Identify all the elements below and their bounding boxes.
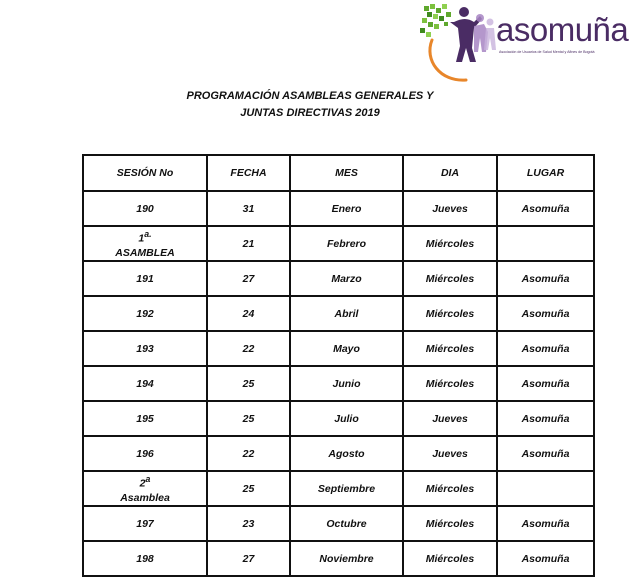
cell-sesion: 196 [83,436,207,471]
cell-lugar: Asomuña [497,331,594,366]
cell-sesion [83,471,207,506]
table-row [83,506,594,541]
cell-mes: Noviembre [290,541,403,576]
cell-mes: Agosto [290,436,403,471]
cell-fecha: 31 [207,191,290,226]
cell-dia: Jueves [403,436,497,471]
schedule-table [82,154,595,577]
table-row [83,226,594,261]
cell-lugar: Asomuña [497,506,594,541]
cell-lugar: Asomuña [497,366,594,401]
table-row [83,261,594,296]
table-row [83,541,594,576]
table-row [83,191,594,226]
cell-sesion: 191 [83,261,207,296]
cell-lugar: Asomuña [497,541,594,576]
title-line-1: PROGRAMACIÓN ASAMBLEAS GENERALES Y [186,90,434,102]
cell-fecha: 23 [207,506,290,541]
cell-mes: Marzo [290,261,403,296]
sesion-ordinal: a [145,474,151,485]
header-sesion: SESIÓN No [83,155,207,191]
cell-dia: Miércoles [403,261,497,296]
cell-sesion: 197 [83,506,207,541]
cell-fecha: 25 [207,366,290,401]
cell-sesion: 192 [83,296,207,331]
cell-fecha: 27 [207,541,290,576]
cell-dia: Miércoles [403,471,497,506]
cell-mes: Abril [290,296,403,331]
page-title [160,88,460,122]
cell-fecha: 25 [207,471,290,506]
logo-tagline: Asociación de Usuarios de Salud Mental y Afines de Bogotá [499,50,595,54]
title-line-2: JUNTAS DIRECTIVAS 2019 [240,107,380,119]
logo-wordmark: asomuña [496,11,629,48]
table-row [83,471,594,506]
cell-fecha: 21 [207,226,290,261]
cell-mes: Septiembre [290,471,403,506]
cell-lugar: Asomuña [497,436,594,471]
table-row [83,401,594,436]
table-row [83,296,594,331]
cell-dia: Miércoles [403,226,497,261]
cell-sesion: 198 [83,541,207,576]
cell-lugar: Asomuña [497,296,594,331]
cell-fecha: 24 [207,296,290,331]
cell-dia: Miércoles [403,296,497,331]
cell-fecha: 25 [207,401,290,436]
table-row [83,331,594,366]
cell-dia: Jueves [403,401,497,436]
cell-sesion: 193 [83,331,207,366]
sesion-number: 2 [139,477,146,490]
cell-mes: Junio [290,366,403,401]
cell-dia: Miércoles [403,366,497,401]
cell-sesion: 195 [83,401,207,436]
cell-mes: Mayo [290,331,403,366]
cell-mes: Octubre [290,506,403,541]
cell-lugar: Asomuña [497,401,594,436]
header-dia: DIA [403,155,497,191]
cell-dia: Miércoles [403,541,497,576]
cell-fecha: 22 [207,436,290,471]
sesion-number: 1 [138,232,145,245]
cell-mes: Julio [290,401,403,436]
cell-lugar: Asomuña [497,191,594,226]
asomuna-logo [418,0,633,86]
table-row [83,436,594,471]
cell-lugar [497,471,594,506]
cell-fecha: 27 [207,261,290,296]
cell-dia: Miércoles [403,506,497,541]
table-header-row [83,155,594,191]
sesion-word: Asamblea [120,491,170,504]
header-lugar: LUGAR [497,155,594,191]
cell-dia: Jueves [403,191,497,226]
cell-mes: Enero [290,191,403,226]
cell-fecha: 22 [207,331,290,366]
sesion-ordinal: a. [144,229,152,240]
cell-sesion: 190 [83,191,207,226]
cell-sesion [83,226,207,261]
header-mes: MES [290,155,403,191]
table-row [83,366,594,401]
header-fecha: FECHA [207,155,290,191]
cell-lugar: Asomuña [497,261,594,296]
cell-sesion: 194 [83,366,207,401]
cell-dia: Miércoles [403,331,497,366]
sesion-word: ASAMBLEA [115,246,175,259]
cell-lugar [497,226,594,261]
cell-mes: Febrero [290,226,403,261]
